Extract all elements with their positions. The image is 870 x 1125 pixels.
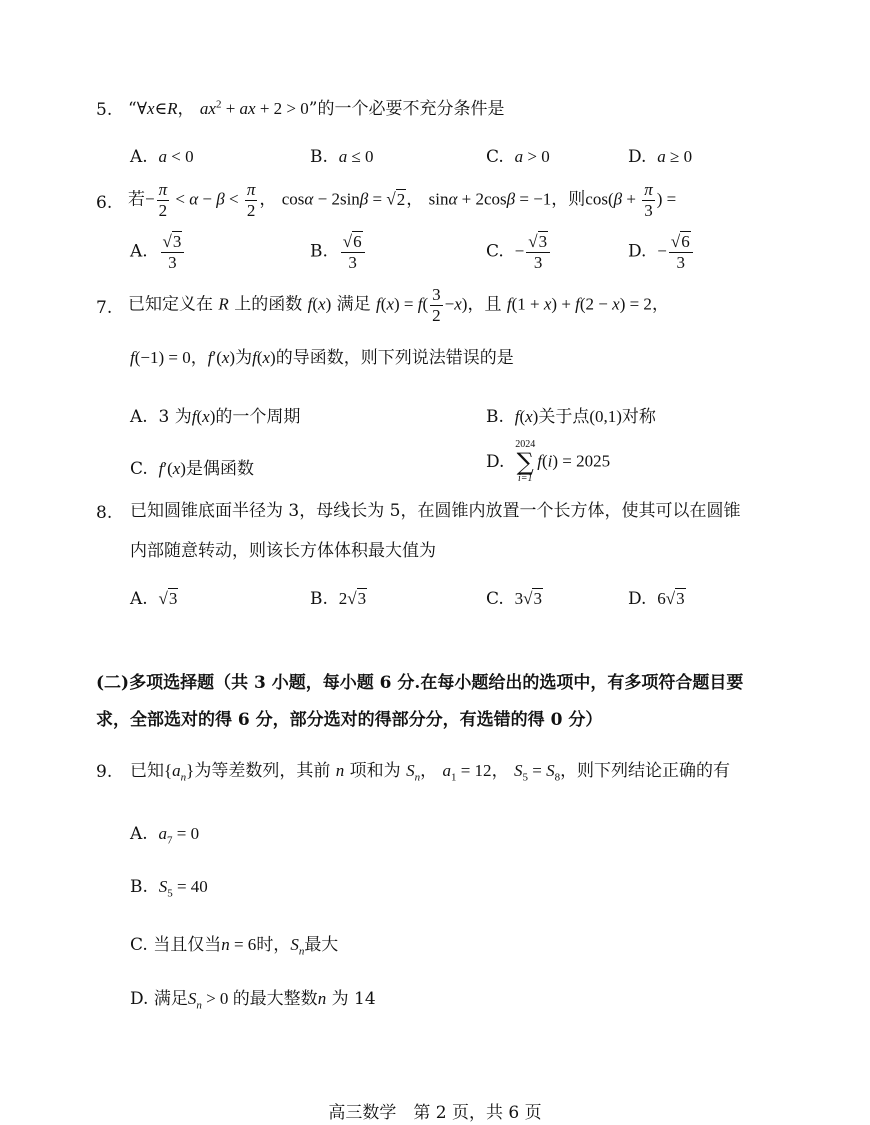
q5-number: 5. xyxy=(96,100,113,120)
q5-option-a: A. a < 0 xyxy=(130,147,194,167)
q5-option-c: C. a > 0 xyxy=(486,147,550,167)
q7-line2: f(−1) = 0，f′(x)为f(x)的导函数，则下列说法错误的是 xyxy=(130,348,514,368)
q5-option-d: D. a ≥ 0 xyxy=(628,147,693,167)
q8-option-a: A. √3 xyxy=(130,589,178,609)
q6-option-c: C. − $\frac{√3}{3}$ xyxy=(486,232,552,272)
q6-number: 6. xyxy=(96,193,113,213)
q9-number: 9. xyxy=(96,762,113,782)
q9-option-a: A. $a_7 = 0$ xyxy=(130,824,200,847)
q7-option-d: D. 2024 ∑ i=1 f(i) = 2025 xyxy=(486,439,611,484)
q6-option-a: A. $\frac{√3}{3}$ xyxy=(130,232,186,272)
q7-option-c: C. f′(x)是偶函数 xyxy=(130,459,254,479)
q9-option-d: D. 满足$S_n > 0$ 的最大整数n 为 14 xyxy=(130,989,376,1012)
q7-option-b: B. f(x)关于点(0,1)对称 xyxy=(486,407,656,427)
section2-heading-line1: (二)多项选择题（共 3 小题，每小题 6 分.在每小题给出的选项中，有多项符合题目要 xyxy=(96,673,744,693)
q9-stem: 已知$\{a_n\}$为等差数列，其前 n 项和为 $S_n$， $a_1 = 12$， $S_5 = S_8$，则下列结论正确的有 xyxy=(130,761,731,784)
q5-stem-tail: ”的一个必要不充分条件是 xyxy=(308,99,505,119)
q8-number: 8. xyxy=(96,503,113,523)
q6-option-d: D. − $\frac{√6}{3}$ xyxy=(628,232,695,272)
q9-option-b: B. $S_5 = 40$ xyxy=(130,877,208,900)
q8-line2: 内部随意转动，则该长方体体积最大值为 xyxy=(130,541,436,561)
q8-line1: 已知圆锥底面半径为 3，母线长为 5，在圆锥内放置一个长方体，使其可以在圆锥 xyxy=(130,501,741,521)
q6-stem: 若− $\frac{\pi}{2}$ < α − β < $\frac{\pi}{2}$ ， cosα − 2sinβ = √2， sinα + 2cosβ = −1，则cos(β + $\frac{\pi}{3}$ ) = xyxy=(128,180,677,220)
page-footer: 高三数学 第 2 页，共 6 页 xyxy=(328,1103,542,1123)
q8-option-d: D. 6√3 xyxy=(628,589,685,609)
q6-option-b: B. $\frac{√6}{3}$ xyxy=(310,232,367,272)
q5-stem: “∀x∈R， $ax^2$ + ax + 2 > 0”的一个必要不充分条件是 xyxy=(128,98,505,119)
q5-option-b: B. a ≤ 0 xyxy=(310,147,374,167)
q8-option-c: C. 3√3 xyxy=(486,589,542,609)
q7-line1: 已知定义在 R 上的函数 f(x) 满足 f(x) = f( $\frac{3}{2}$ −x)，且 f(1 + x) + f(2 − x) = 2， xyxy=(128,285,669,325)
section2-heading-line2: 求，全部选对的得 6 分，部分选对的得部分分，有选错的得 0 分） xyxy=(96,710,603,730)
q8-option-b: B. 2√3 xyxy=(310,589,367,609)
q5-quote-open: “ xyxy=(128,99,137,119)
q9-option-c: C. 当且仅当n = 6时，$S_n$最大 xyxy=(130,935,339,958)
q7-number: 7. xyxy=(96,298,113,318)
q7-option-a: A. 3 为f(x)的一个周期 xyxy=(130,407,301,427)
